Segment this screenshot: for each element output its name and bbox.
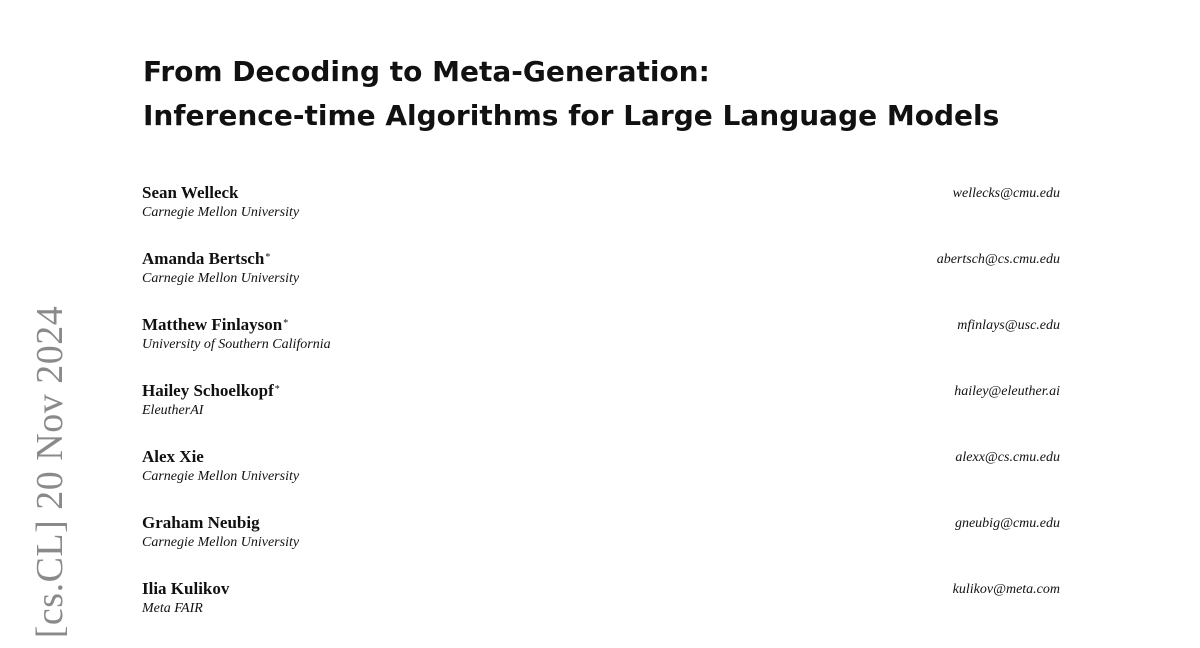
equal-contribution-mark: * — [274, 384, 280, 395]
author-email: mfinlays@usc.edu — [957, 318, 1060, 333]
author-affiliation: Meta FAIR — [142, 601, 203, 616]
author-email: wellecks@cmu.edu — [952, 186, 1060, 201]
author-affiliation: Carnegie Mellon University — [142, 205, 300, 220]
author-name: Sean Welleck — [142, 183, 239, 202]
author-name: Graham Neubig — [142, 513, 260, 532]
author-name: Hailey Schoelkopf* — [142, 381, 280, 400]
author-block — [142, 447, 1060, 493]
author-affiliation: Carnegie Mellon University — [142, 271, 300, 286]
author-name: Alex Xie — [142, 447, 204, 466]
author-email: hailey@eleuther.ai — [954, 384, 1060, 399]
author-block — [142, 249, 1060, 295]
author-email: gneubig@cmu.edu — [954, 516, 1060, 531]
author-name: Matthew Finlayson* — [142, 315, 289, 334]
author-name: Ilia Kulikov — [142, 579, 230, 598]
author-affiliation: EleutherAI — [142, 403, 204, 418]
paper-title — [143, 50, 1103, 138]
author-email: kulikov@meta.com — [952, 582, 1060, 597]
author-block — [142, 513, 1060, 559]
author-block — [142, 381, 1060, 427]
equal-contribution-mark: * — [265, 252, 271, 263]
author-name: Amanda Bertsch* — [142, 249, 271, 268]
paper-title-line-2: Inference-time Algorithms for Large Language Models — [143, 99, 1000, 132]
paper-title-line-1: From Decoding to Meta-Generation: — [143, 55, 710, 88]
author-block — [142, 315, 1060, 361]
author-affiliation: Carnegie Mellon University — [142, 469, 300, 484]
author-affiliation: University of Southern California — [142, 337, 331, 352]
author-block — [142, 183, 1060, 229]
author-affiliation: Carnegie Mellon University — [142, 535, 300, 550]
author-email: abertsch@cs.cmu.edu — [936, 252, 1060, 267]
author-block — [142, 579, 1060, 625]
author-email: alexx@cs.cmu.edu — [955, 450, 1060, 465]
equal-contribution-mark: * — [283, 318, 289, 329]
arxiv-stamp: [cs.CL] 20 Nov 2024 — [29, 305, 71, 639]
